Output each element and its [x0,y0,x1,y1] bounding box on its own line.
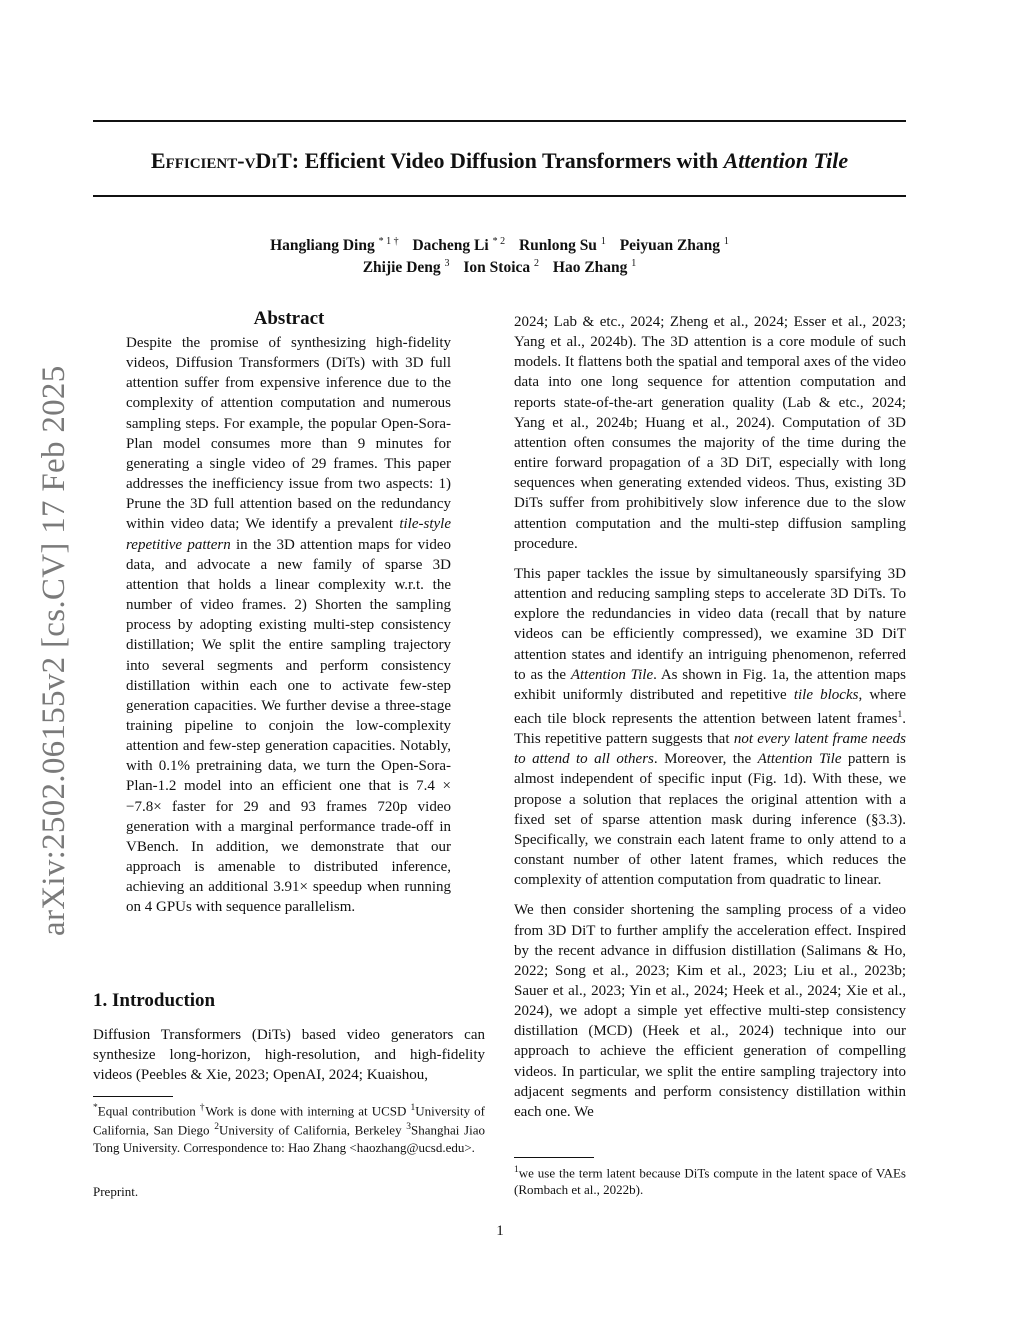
abstract-body [126,333,451,918]
footnote-text: University of California, San Diego [93,1103,486,1138]
paragraph-emphasis: not every latent frame needs to attend to all others [514,731,907,768]
author [412,237,505,254]
footnote-text: Work is done with interning at UCSD [205,1103,411,1119]
paragraph-emphasis: Attention Tile [570,666,654,683]
paragraph-text: , where each tile block represents the attention between latent frames [514,686,906,727]
page-number: 1 [496,1223,504,1239]
abstract-text: Despite the promise of synthesizing high-fidelity videos, Diffusion Transformers (DiTs) with 3D full attention suffer from expensive inference due to the complexity of attention computation and numerous sampling steps. For example, the popular Open-Sora-Plan model consumes more than 9 minutes for generating a single video of 29 frames. This paper addresses the inefficiency issue from two aspects: 1) Prune the 3D full attention based on the redundancy within video data; We identify a prevalent [126,335,451,533]
footnote-latent [514,1162,906,1198]
author-line-2 [93,253,906,279]
footnote-text: we use the term latent because DiTs compute in the latent space of VAEs (Rombach et al., 2022b). [514,1165,906,1198]
footnote-mark: 1 [410,1103,416,1113]
paragraph-emphasis: tile blocks [793,686,859,703]
footnote-text: Shanghai Jiao Tong University. Correspondence to: Hao Zhang <haozhang@ucsd.edu>. [93,1122,485,1155]
author [363,259,450,276]
footnote-text: University of California, Berkeley [218,1122,407,1138]
author-affiliation-mark: 2 [534,258,540,269]
paragraph-text: pattern is almost independent of specific input (Fig. 1d). With these, we propose a solution that replaces the original attention with a fixed set of sparse attention mask during inference (§3.3). Specifically, we constrain each latent frame to only attend to a constant number of other latent frames, which reduces the complexity of attention computation from quadratic to linear. [514,751,907,889]
footnote-divider [93,1096,173,1097]
paragraph: We then consider shortening the sampling process of a video from 3D DiT to further amplify the acceleration effect. Inspired by the recent advance in diffusion distillation (Salimans & Ho, 2022; Song et al., 2023; Kim et al., 2023; Liu et al., 2023b; Sauer et al., 2023; Yin et al., 2024; Heek et al., 2024; Xie et al., 2024), we adopt a simple yet effective multi-step consistency distillation (MCD) (Heek et al., 2024) technique into our approach to achieve the efficient generation of compelling videos. In particular, we split the entire sampling trajectory into adjacent segments and perform consistency distillation within each one. We [514,902,906,1120]
paragraph-text: . This repetitive pattern suggests that [514,710,906,748]
paragraph-emphasis: Attention Tile [757,751,842,768]
author-name: Hao Zhang [552,259,628,277]
author [553,259,636,276]
author [270,237,399,254]
footnote-affiliations [93,1100,485,1156]
author-affiliation-mark: 1 [600,236,606,247]
arxiv-identifier-stamp: arXiv:2502.06155v2 [cs.CV] 17 Feb 2025 [36,365,72,936]
author-affiliation-mark: 1 [631,258,637,269]
paragraph-text: . As shown in Fig. 1a, the attention maps exhibit uniformly distributed and repetitive [514,666,906,703]
author-name: Ion Stoica [463,259,531,277]
author [620,237,729,254]
footnote-text: Equal contribution [97,1103,200,1119]
title-method-name: Efficient-vDiT [150,148,292,173]
footnote-divider [514,1157,594,1158]
section-heading-introduction: 1. Introduction [93,990,216,1011]
paragraph-text: . Moreover, the [653,751,758,768]
paper-title [93,146,906,176]
footnote-mark: * [93,1103,98,1113]
abstract-emphasis: tile-style repetitive pattern [126,516,451,553]
introduction-body [93,1025,485,1085]
paragraph-text: This paper tackles the issue by simultaneously sparsifying 3D attention and reducing sampling steps to accelerate 3D DiTs. To explore the redundancies in video data (recall that by nature videos can be efficiently compressed), we examine 3D DiT attention states and identify an intriguing phenomenon, referred to as the [514,565,906,683]
footnote-mark: 2 [214,1122,219,1133]
paragraph: 2024; Lab & etc., 2024; Zheng et al., 2024; Esser et al., 2023; Yang et al., 2024b). The 3D attention is a core module of such models. It flattens both the spatial and temporal axes of the video data into one long sequence for attention computation and reports state-of-the-art generation quality (Lab & etc., 2024; Yang et al., 2024b; Huang et al., 2024). Computation of 3D attention often consumes the majority of the time during the entire forward propagation of a 3D DiT, especially with long sequences when generating extended videos. Thus, existing 3D DiTs suffer from prohibitively slow inference due to the slow attention computation and the multi-step diffusion sampling procedure. [514,314,906,552]
author-name: Dacheng Li [412,237,489,255]
title-main-text: : Efficient Video Diffusion Transformers with [291,148,724,173]
author-affiliation-mark: * 2 [492,236,506,247]
abstract-paragraph [126,333,451,918]
author-name: Peiyuan Zhang [619,237,721,255]
title-rule-bottom [93,195,906,197]
author-affiliation-mark: 1 [723,236,729,247]
footnote-mark: 3 [406,1122,411,1133]
paragraph [514,564,906,891]
author [519,237,606,254]
paragraph: Diffusion Transformers (DiTs) based video generators can synthesize long-horizon, high-resolution, and high-fidelity videos (Peebles & Xie, 2023; OpenAI, 2024; Kuaishou, [93,1027,485,1084]
footnote-mark: † [199,1103,206,1113]
author-affiliation-mark: * 1 † [378,236,399,247]
title-rule-top [93,120,906,122]
author-name: Runlong Su [518,237,597,255]
author-affiliation-mark: 3 [444,258,450,269]
footnote-mark: 1 [514,1165,519,1175]
author [463,259,539,276]
author-name: Hangliang Ding [270,237,375,255]
footnote-reference: 1 [897,709,903,720]
title-italic-text: Attention Tile [723,148,849,173]
abstract-heading: Abstract [253,308,325,329]
preprint-label: Preprint. [93,1184,139,1199]
abstract-text: in the 3D attention maps for video data, and advocate a new family of sparse 3D attention that holds a linear complexity w.r.t. the number of video frames. 2) Shorten the sampling process by adopting existing multi-step consistency distillation; We split the entire sampling trajectory into several segments and perform consistency distillation within each one to activate few-step generation capacities. We further devise a three-stage training pipeline to conjoin the low-complexity attention and few-step generation capacities. Notably, with 0.1% pretraining data, we turn the Open-Sora-Plan-1.2 model into an efficient one that is 7.4 × −7.8× faster for 29 and 93 frames 720p video generation with a marginal performance trade-off in VBench. In addition, we demonstrate that our approach is amenable to distributed inference, achieving an additional 3.91× speedup when running on 4 GPUs with sequence parallelism. [126,536,451,916]
author-name: Zhijie Deng [362,259,441,277]
right-column-body [514,312,906,1122]
